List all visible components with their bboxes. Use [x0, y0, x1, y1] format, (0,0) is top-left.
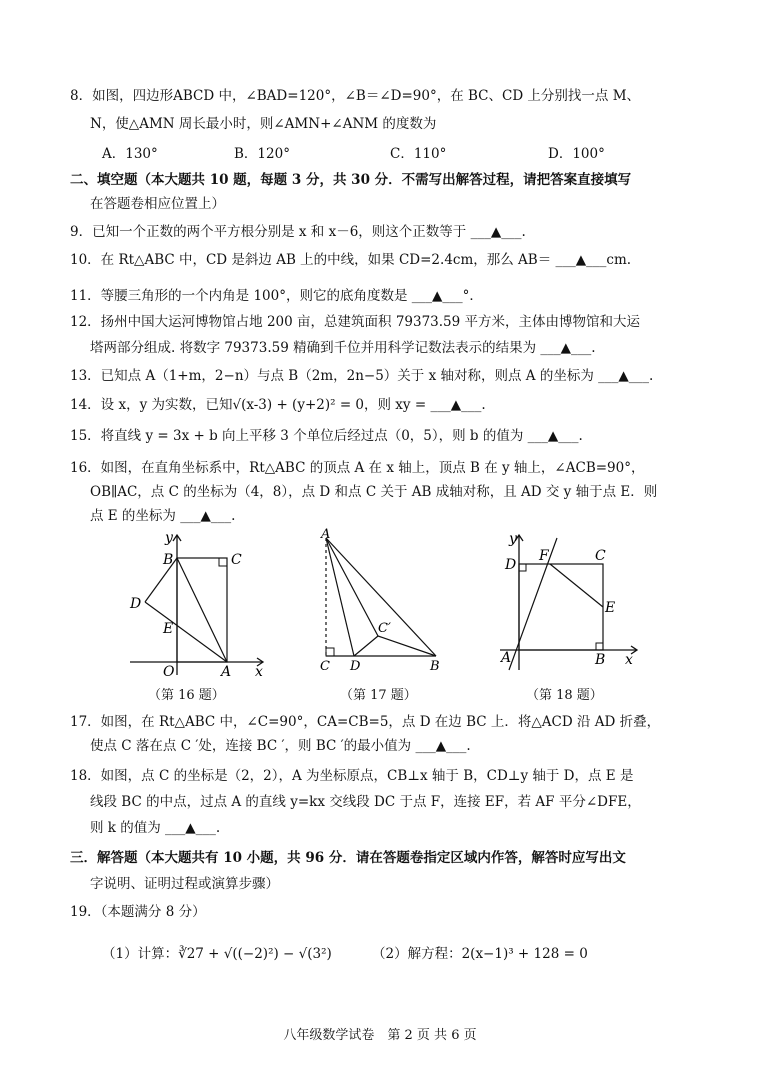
q8-line1: 8．如图，四边形ABCD 中，∠BAD=120°，∠B＝∠D=90°，在 BC、CD 上分别找一点 M、	[70, 88, 641, 104]
fig16-label-a: A	[221, 664, 232, 680]
q16-line3: 点 E 的坐标为 ___▲___.	[90, 508, 236, 524]
q8-line2: N，使△AMN 周长最小时，则∠AMN+∠ANM 的度数为	[90, 116, 437, 132]
q12-line1: 12．扬州中国大运河博物馆占地 200 亩，总建筑面积 79373.59 平方米，主体由博物馆和大运	[70, 314, 641, 330]
section3-heading-cont: 字说明、证明过程或演算步骤）	[90, 876, 279, 892]
q10: 10．在 Rt△ABC 中，CD 是斜边 AB 上的中线，如果 CD=2.4cm，那么 AB＝ ___▲___cm.	[70, 252, 632, 268]
fig17-label-a: A	[321, 528, 331, 542]
fig18-label-a: A	[501, 650, 512, 666]
fig17-label-c: C	[320, 659, 330, 674]
q8-option-a: A．130°	[102, 146, 158, 162]
q18-line3: 则 k 的值为 ___▲___.	[90, 820, 221, 836]
q15: 15．将直线 y = 3x + b 向上平移 3 个单位后经过点（0，5），则 b 的值为 ___▲___.	[70, 428, 583, 444]
q18-line1: 18．如图，点 C 的坐标是（2，2），A 为坐标原点，CB⊥x 轴于 B，CD⊥y 轴于 D，点 E 是	[70, 768, 634, 784]
q19-part1: （1）计算：∛27 + √((−2)²) − √(3²)	[102, 946, 332, 962]
q11: 11．等腰三角形的一个内角是 100°，则它的底角度数是 ___▲___°．	[70, 288, 483, 304]
q16-line1: 16．如图，在直角坐标系中，Rt△ABC 的顶点 A 在 x 轴上，顶点 B 在 y 轴上，∠ACB=90°，	[70, 460, 645, 476]
q18-line2: 线段 BC 的中点，过点 A 的直线 y=kx 交线段 DC 于点 F，连接 EF，若 AF 平分∠DFE，	[90, 794, 641, 810]
section3-heading: 三．解答题（本大题共有 10 小题，共 96 分．请在答题卷指定区域内作答，解答时应写出文	[70, 850, 626, 866]
q19-title: 19．（本题满分 8 分）	[70, 904, 206, 920]
q9: 9．已知一个正数的两个平方根分别是 x 和 x－6，则这个正数等于 ___▲___.	[70, 224, 526, 240]
q13: 13．已知点 A（1+m，2−n）与点 B（2m，2n−5）关于 x 轴对称，则点 A 的坐标为 ___▲___.	[70, 368, 654, 384]
figure-16	[125, 530, 275, 680]
section2-heading: 二、填空题（本大题共 10 题，每题 3 分，共 30 分．不需写出解答过程，请把答案直接填写	[70, 172, 632, 188]
q8-option-c: C．110°	[390, 146, 447, 162]
fig17-label-d: D	[350, 659, 361, 674]
fig18-label-x: x	[625, 652, 633, 668]
q19-part2: （2）解方程：2(x−1)³ + 128 = 0	[372, 946, 588, 962]
fig16-label-b: B	[163, 552, 174, 568]
q12-line2: 塔两部分组成. 将数字 79373.59 精确到千位并用科学记数法表示的结果为 ___▲___.	[90, 340, 596, 356]
fig17-label-b: B	[430, 659, 440, 674]
fig16-caption: （第 16 题）	[148, 688, 225, 703]
fig18-label-c: C	[595, 548, 606, 564]
q17-line1: 17．如图，在 Rt△ABC 中，∠C=90°，CA=CB=5，点 D 在边 BC 上．将△ACD 沿 AD 折叠，	[70, 714, 661, 730]
figure-18	[495, 530, 645, 680]
page-footer: 八年级数学试卷 第 2 页 共 6 页	[283, 1028, 477, 1043]
q14: 14．设 x，y 为实数，已知√(x-3) + (y+2)² = 0，则 xy = ___▲___.	[70, 397, 486, 413]
fig18-label-b: B	[595, 652, 606, 668]
fig16-label-x: x	[255, 664, 263, 680]
fig18-label-y: y	[509, 531, 517, 547]
fig16-label-e: E	[163, 621, 174, 637]
fig18-caption: （第 18 题）	[526, 688, 603, 703]
fig16-label-c: C	[231, 552, 242, 568]
figure-17	[312, 528, 452, 678]
fig16-label-o: O	[163, 664, 175, 680]
section2-heading-cont: 在答题卷相应位置上）	[90, 196, 225, 212]
fig17-label-c-prime: C′	[378, 621, 391, 636]
fig18-label-f: F	[539, 548, 549, 564]
fig16-label-d: D	[130, 596, 142, 612]
q8-option-d: D．100°	[548, 146, 605, 162]
fig18-label-e: E	[605, 600, 616, 616]
fig17-caption: （第 17 题）	[340, 688, 417, 703]
q8-option-b: B．120°	[234, 146, 290, 162]
fig16-label-y: y	[165, 530, 173, 546]
q17-line2: 使点 C 落在点 C ′处，连接 BC ′，则 BC ′的最小值为 ___▲___.	[90, 738, 471, 754]
fig18-label-d: D	[505, 557, 517, 573]
q16-line2: OB∥AC，点 C 的坐标为（4，8），点 D 和点 C 关于 AB 成轴对称，且 AD 交 y 轴于点 E．则	[90, 484, 658, 500]
